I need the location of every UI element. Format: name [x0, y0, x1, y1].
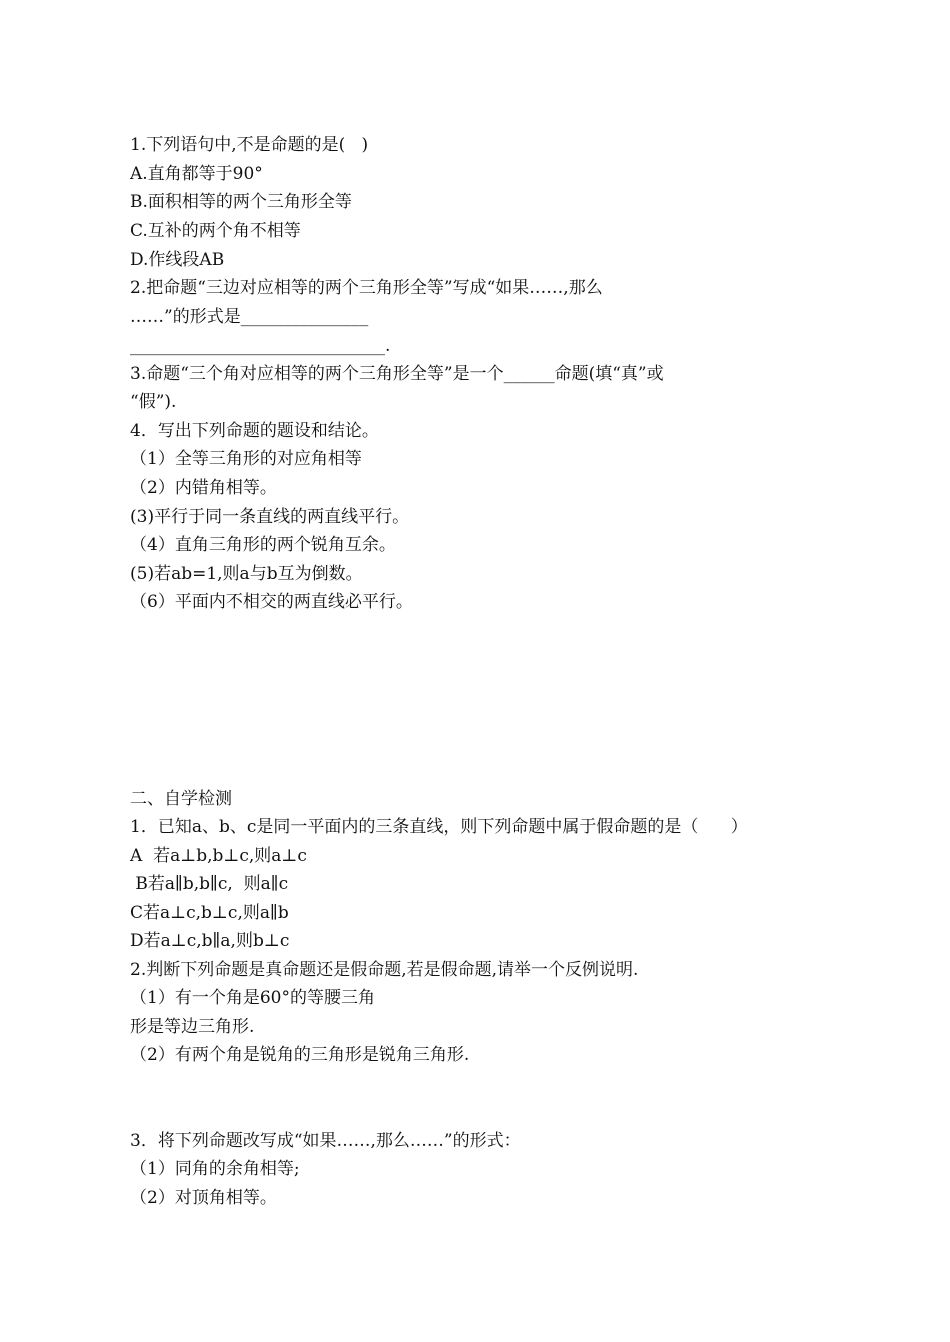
q1-stem: 1.下列语句中,不是命题的是( ) — [130, 135, 369, 155]
q1-option-d: D.作线段AB — [130, 250, 225, 270]
p2-q1-stem: 1．已知a、b、c是同一平面内的三条直线，则下列命题中属于假命题的是（ ） — [130, 817, 748, 837]
p2-q2-item-2: （2）有两个角是锐角的三角形是锐角三角形. — [130, 1045, 470, 1065]
p2-q3-item-2: （2）对顶角相等。 — [130, 1188, 277, 1208]
p2-q3-item-1: （1）同角的余角相等; — [130, 1159, 300, 1179]
q4-item-6: （6）平面内不相交的两直线必平行。 — [130, 592, 413, 612]
p2-q1-option-a: A 若a⊥b,b⊥c,则a⊥c — [130, 846, 307, 866]
q2-line-1: 2.把命题“三边对应相等的两个三角形全等”写成“如果……,那么 — [130, 278, 603, 298]
q3-line-2: “假”). — [130, 392, 177, 412]
q4-item-5: (5)若ab=1,则a与b互为倒数。 — [130, 564, 363, 584]
p2-q3-stem: 3．将下列命题改写成“如果……,那么……”的形式： — [130, 1131, 521, 1151]
q4-item-4: （4）直角三角形的两个锐角互余。 — [130, 535, 396, 555]
section-heading: 二、自学检测 — [130, 789, 232, 809]
q4-item-1: （1）全等三角形的对应角相等 — [130, 449, 362, 469]
q3-line-1: 3.命题“三个角对应相等的两个三角形全等”是一个______命题(填“真”或 — [130, 364, 664, 384]
p2-q2-item-1-line-1: （1）有一个角是60°的等腰三角 — [130, 988, 375, 1008]
p2-q1-option-d: D若a⊥c,b∥a,则b⊥c — [130, 931, 290, 951]
p2-q1-option-c: C若a⊥c,b⊥c,则a∥b — [130, 903, 289, 923]
p2-q1-option-b: B若a∥b,b∥c, 则a∥c — [130, 874, 289, 894]
q2-line-3: ______________________________. — [130, 336, 391, 356]
p2-q2-item-1-line-2: 形是等边三角形. — [130, 1017, 255, 1037]
q1-option-a: A.直角都等于90° — [130, 164, 263, 184]
q2-line-2: ……”的形式是_______________ — [130, 307, 369, 327]
q1-option-b: B.面积相等的两个三角形全等 — [130, 192, 352, 212]
q4-item-2: （2）内错角相等。 — [130, 478, 277, 498]
q1-option-c: C.互补的两个角不相等 — [130, 221, 301, 241]
q4-item-3: (3)平行于同一条直线的两直线平行。 — [130, 507, 410, 527]
p2-q2-stem: 2.判断下列命题是真命题还是假命题,若是假命题,请举一个反例说明. — [130, 960, 639, 980]
q4-stem: 4．写出下列命题的题设和结论。 — [130, 421, 379, 441]
